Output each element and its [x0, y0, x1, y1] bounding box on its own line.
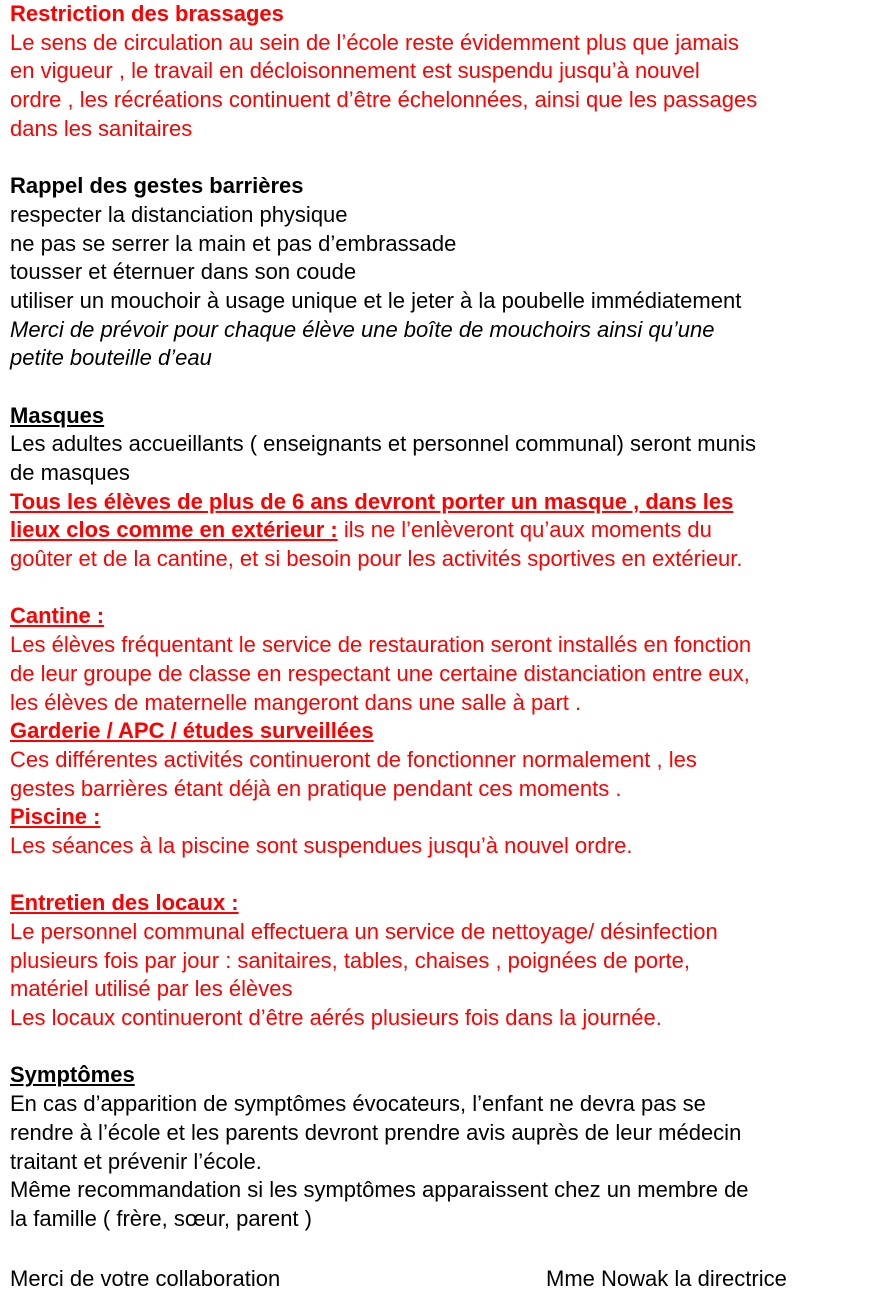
- section-title-entretien: Entretien des locaux :: [10, 890, 239, 916]
- paragraph-line: Le sens de circulation au sein de l’école reste évidemment plus que jamais: [10, 29, 739, 55]
- paragraph-line: rendre à l’école et les parents devront prendre avis auprès de leur médecin: [10, 1119, 742, 1145]
- paragraph-line: Ces différentes activités continueront de fonctionner normalement , les: [10, 746, 697, 772]
- paragraph-line: matériel utilisé par les élèves: [10, 976, 293, 1002]
- paragraph-line: Les élèves fréquentant le service de restauration seront installés en fonction: [10, 632, 752, 658]
- paragraph-line: Les séances à la piscine sont suspendues jusqu’à nouvel ordre.: [10, 832, 633, 858]
- paragraph-line: Les locaux continueront d’être aérés plusieurs fois dans la journée.: [10, 1005, 662, 1031]
- spacer: [10, 861, 880, 890]
- spacer: [10, 574, 880, 603]
- spacer: [10, 1033, 880, 1062]
- emphasis-line: Tous les élèves de plus de 6 ans devront porter un masque , dans les: [10, 488, 734, 514]
- section-entretien: [10, 889, 880, 1032]
- section-gestes: [10, 172, 880, 373]
- paragraph-line: traitant et prévenir l’école.: [10, 1148, 262, 1174]
- spacer: [10, 143, 880, 172]
- emphasis-text: lieux clos comme en extérieur :: [10, 517, 338, 543]
- list-item: respecter la distanciation physique: [10, 201, 348, 227]
- section-title-cantine: Cantine :: [10, 603, 105, 629]
- paragraph-line: de masques: [10, 460, 130, 485]
- paragraph-line: Même recommandation si les symptômes apparaissent chez un membre de: [10, 1177, 749, 1203]
- section-cantine: [10, 602, 880, 717]
- section-title-gestes: Rappel des gestes barrières: [10, 173, 304, 199]
- paragraph-line: ordre , les récréations continuent d’être échelonnées, ainsi que les passages: [10, 87, 758, 113]
- paragraph-line: les élèves de maternelle mangeront dans une salle à part .: [10, 689, 582, 715]
- section-title-brassages: Restriction des brassages: [10, 1, 284, 26]
- list-item: utiliser un mouchoir à usage unique et le jeter à la poubelle immédiatement: [10, 287, 742, 313]
- note-line: Merci de prévoir pour chaque élève une boîte de mouchoirs ainsi qu’une: [10, 316, 715, 342]
- document-body: [10, 0, 880, 1234]
- section-title-symptomes: Symptômes: [10, 1062, 135, 1088]
- list-item: ne pas se serrer la main et pas d’embrassade: [10, 230, 457, 256]
- paragraph-line: de leur groupe de classe en respectant une certaine distanciation entre eux,: [10, 660, 750, 686]
- paragraph-line: la famille ( frère, sœur, parent ): [10, 1205, 312, 1231]
- section-title-garderie: Garderie / APC / études surveillées: [10, 718, 374, 744]
- closing-thanks: Merci de votre collaboration: [10, 1266, 281, 1291]
- document-footer: [10, 1265, 880, 1294]
- section-masques: [10, 402, 880, 574]
- section-piscine: [10, 803, 880, 860]
- section-title-piscine: Piscine :: [10, 804, 101, 830]
- paragraph-line: goûter et de la cantine, et si besoin pour les activités sportives en extérieur.: [10, 546, 743, 572]
- paragraph-line: Les adultes accueillants ( enseignants et personnel communal) seront munis: [10, 431, 756, 457]
- paragraph-line: gestes barrières étant déjà en pratique pendant ces moments .: [10, 775, 622, 801]
- section-garderie: [10, 717, 880, 803]
- section-brassages: [10, 0, 880, 143]
- paragraph-line: en vigueur , le travail en décloisonnement est suspendu jusqu’à nouvel: [10, 58, 700, 84]
- section-symptomes: [10, 1061, 880, 1233]
- paragraph-line: En cas d’apparition de symptômes évocateurs, l’enfant ne devra pas se: [10, 1091, 706, 1117]
- paragraph-text: ils ne l’enlèveront qu’aux moments du: [337, 517, 712, 543]
- paragraph-line: [10, 516, 880, 545]
- paragraph-line: dans les sanitaires: [10, 115, 193, 141]
- spacer: [10, 373, 880, 402]
- paragraph-line: plusieurs fois par jour : sanitaires, tables, chaises , poignées de porte,: [10, 947, 690, 973]
- paragraph-line: Le personnel communal effectuera un service de nettoyage/ désinfection: [10, 919, 718, 944]
- section-title-masques: Masques: [10, 402, 105, 428]
- list-item: tousser et éternuer dans son coude: [10, 259, 357, 285]
- signature: Mme Nowak la directrice: [546, 1266, 787, 1291]
- note-line: petite bouteille d’eau: [10, 345, 212, 371]
